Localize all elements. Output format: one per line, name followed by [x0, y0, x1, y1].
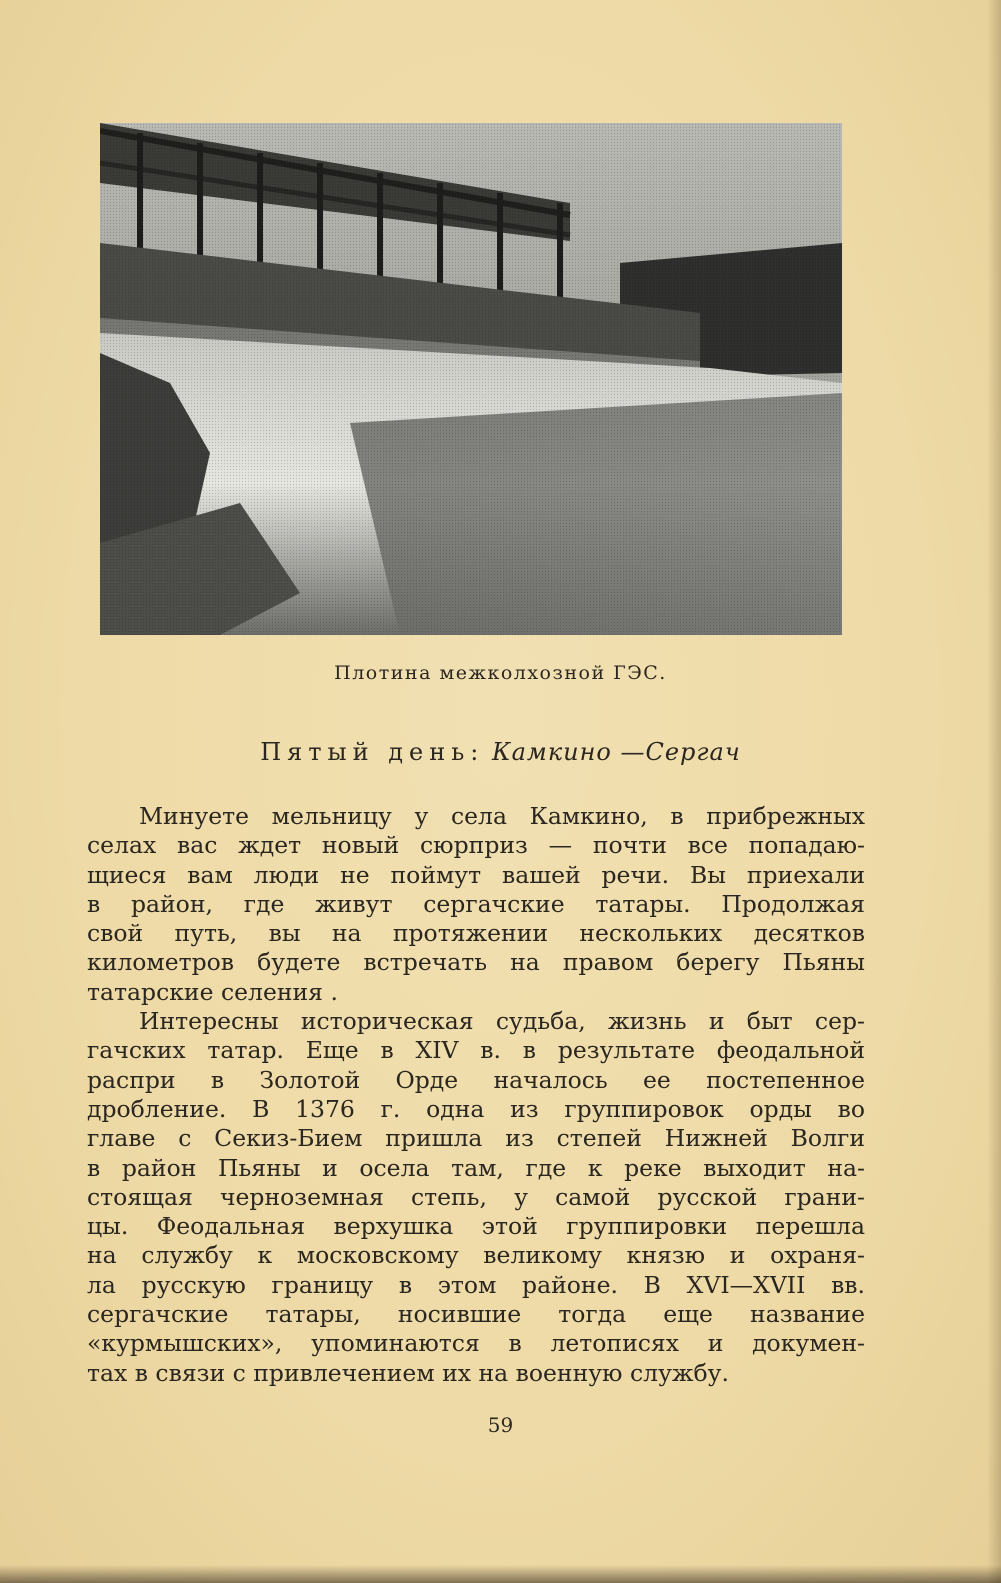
text-line: главе с Секиз-Бием пришла из степей Нижней Волги: [87, 1124, 865, 1153]
page-bottom-shadow: [0, 1565, 1001, 1583]
text-line: Минуете мельницу у села Камкино, в прибрежных: [139, 802, 865, 830]
page-edge-shadow: [987, 0, 1001, 1583]
text-line: ла русскую границу в этом районе. В XVI—XVII вв.: [87, 1270, 865, 1299]
text-line: стоящая черноземная степь, у самой русской грани-: [87, 1182, 865, 1211]
text-line: свой путь, вы на протяжении нескольких десятков: [87, 919, 865, 948]
text-line: гачских татар. Еще в XIV в. в результате феодальной: [87, 1036, 865, 1065]
text-line: сергачские татары, носившие тогда еще название: [87, 1300, 865, 1329]
page-number: 59: [487, 1413, 514, 1437]
text-line: «курмышских», упоминаются в летописях и докумен-: [87, 1329, 865, 1358]
text-line: Интересны историческая судьба, жизнь и быт сер-: [139, 1007, 865, 1036]
text-line: тах в связи с привлечением их на военную службу.: [87, 1358, 729, 1387]
section-heading: [0, 738, 1001, 766]
dam-photograph: [100, 123, 842, 635]
heading-day: Пятый день:: [260, 738, 485, 766]
text-line: цы. Феодальная верхушка этой группировки перешла: [87, 1212, 865, 1241]
text-line: распри в Золотой Орде началось ее постепенное: [87, 1065, 865, 1094]
text-line: на службу к московскому великому князю и охраня-: [87, 1241, 865, 1270]
photo-caption: Плотина межколхозной ГЭС.: [334, 662, 667, 684]
text-line: щиеся вам люди не поймут вашей речи. Вы приехали: [87, 860, 865, 889]
text-line: селах вас ждет новый сюрприз — почти все попадаю-: [87, 831, 865, 860]
heading-route: Камкино —Сергач: [492, 738, 741, 766]
text-line: в район Пьяны и осела там, где к реке выходит на-: [87, 1153, 865, 1182]
text-line: в район, где живут сергачские татары. Продолжая: [87, 889, 865, 918]
body-text: [87, 802, 865, 1388]
text-line: километров будете встречать на правом берегу Пьяны: [87, 948, 865, 977]
text-line: дробление. В 1376 г. одна из группировок орды во: [87, 1094, 865, 1123]
text-line: татарские селения .: [87, 977, 338, 1006]
